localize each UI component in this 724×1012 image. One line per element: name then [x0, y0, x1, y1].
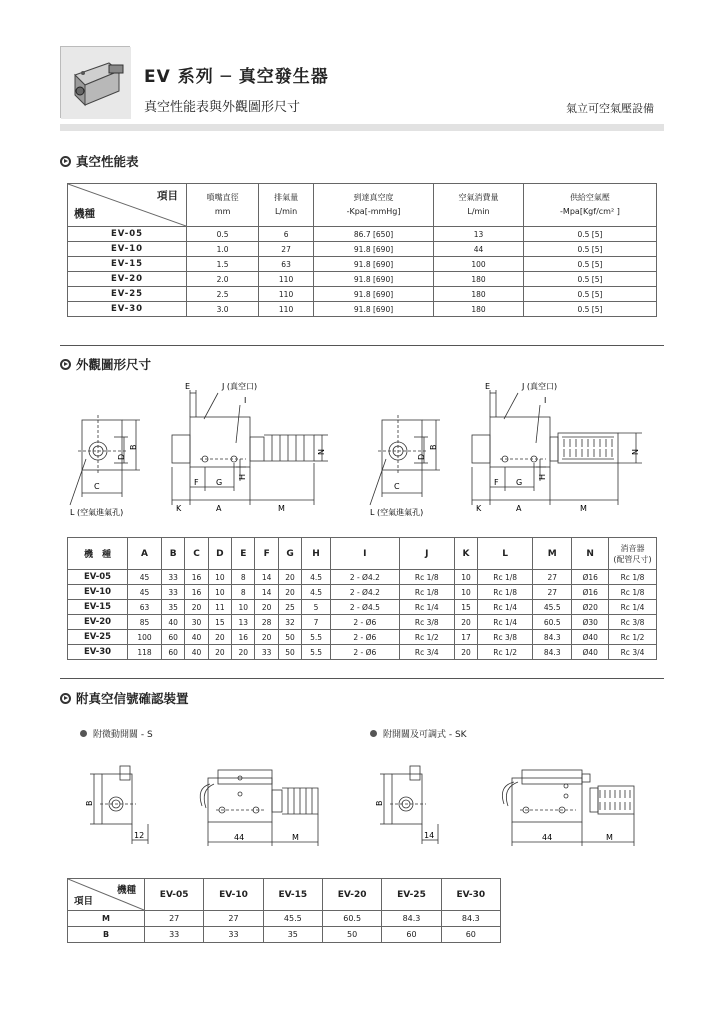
col-header: I	[330, 538, 399, 570]
value-cell: Rc 1/2	[478, 645, 533, 660]
value-cell: 50	[278, 630, 301, 645]
dim-label-b: B	[429, 444, 438, 450]
value-cell: 27	[259, 242, 314, 257]
dim-label-a: A	[216, 504, 222, 513]
value-cell: Rc 1/4	[399, 600, 454, 615]
value-cell: 16	[185, 585, 208, 600]
value-cell: 10	[454, 585, 477, 600]
value-cell: 20	[255, 630, 278, 645]
col-name: 排氣量	[274, 193, 299, 202]
model-cell: EV-20	[68, 272, 187, 287]
col-header: E	[232, 538, 255, 570]
col-header	[523, 184, 656, 227]
value-cell: 91.8 [690]	[313, 272, 433, 287]
dim-label-d: D	[417, 453, 426, 460]
section-divider	[60, 678, 664, 679]
value-cell: 1.5	[187, 257, 259, 272]
section-divider	[60, 345, 664, 346]
value-cell: 91.8 [690]	[313, 287, 433, 302]
value-cell: 27	[204, 911, 263, 927]
dim-label-k: K	[176, 504, 182, 513]
col-unit: L/min	[467, 207, 490, 216]
value-cell: 91.8 [690]	[313, 257, 433, 272]
value-cell: 5.5	[302, 630, 331, 645]
value-cell: 45.5	[263, 911, 322, 927]
value-cell: 4.5	[302, 585, 331, 600]
value-cell: 45	[128, 570, 162, 585]
model-cell: EV-30	[68, 645, 128, 660]
performance-table	[67, 183, 657, 317]
subheading-s	[80, 727, 153, 740]
subheading-sk	[370, 727, 467, 740]
value-cell: Rc 1/4	[478, 600, 533, 615]
model-cell: EV-30	[68, 302, 187, 317]
value-cell: 40	[161, 615, 184, 630]
value-cell: 60.5	[533, 615, 572, 630]
value-cell: 50	[322, 927, 381, 943]
dim-label-h: H	[238, 473, 247, 480]
dim-label-a: A	[516, 504, 522, 513]
value-cell: Rc 3/8	[399, 615, 454, 630]
col-header: F	[255, 538, 278, 570]
value-cell: 2 - Ø4.2	[330, 570, 399, 585]
value-cell: 20	[255, 600, 278, 615]
value-cell: 84.3	[382, 911, 441, 927]
value-cell: 13	[232, 615, 255, 630]
col-unit: L/min	[274, 207, 298, 216]
value-cell: 84.3	[533, 630, 572, 645]
value-cell: 1.0	[187, 242, 259, 257]
sk-dim-width: 14	[424, 831, 435, 840]
bullet-icon	[80, 730, 87, 737]
section-performance-title: 真空性能表	[76, 154, 139, 169]
value-cell: 63	[128, 600, 162, 615]
col-header	[259, 184, 314, 227]
value-cell: 2 - Ø4.2	[330, 585, 399, 600]
value-cell: 15	[208, 615, 231, 630]
value-cell: 110	[259, 287, 314, 302]
value-cell: Rc 1/8	[399, 585, 454, 600]
bullet-arrow-icon	[60, 156, 71, 167]
value-cell: 8	[232, 585, 255, 600]
dim-label-b: B	[129, 444, 138, 450]
model-cell: EV-05	[68, 570, 128, 585]
value-cell: 2.5	[187, 287, 259, 302]
col-header: EV-20	[322, 879, 381, 911]
dimension-drawing-silencer	[360, 375, 660, 520]
value-cell: 28	[255, 615, 278, 630]
page-subtitle: 真空性能表與外觀圖形尺寸	[144, 100, 301, 115]
value-cell: 84.3	[441, 911, 500, 927]
sk-dim-b: B	[375, 800, 384, 806]
table-row	[68, 600, 657, 615]
dim-label-n: N	[631, 449, 640, 455]
value-cell: 33	[255, 645, 278, 660]
value-cell: 10	[232, 600, 255, 615]
corner-cell	[68, 879, 145, 911]
value-cell: 20	[454, 645, 477, 660]
value-cell: Rc 1/8	[478, 570, 533, 585]
value-cell: 0.5 [5]	[523, 242, 656, 257]
value-cell: 40	[185, 645, 208, 660]
value-cell: 25	[278, 600, 301, 615]
table-row	[68, 227, 657, 242]
value-cell: Rc 3/8	[478, 630, 533, 645]
value-cell: 60.5	[322, 911, 381, 927]
corner-cell	[68, 184, 187, 227]
model-cell: EV-20	[68, 615, 128, 630]
section-confirm-title: 附真空信號確認裝置	[76, 691, 189, 706]
s-dim-m: M	[292, 833, 299, 842]
dim-label-i: I	[544, 396, 547, 405]
dim-label-k: K	[476, 504, 482, 513]
value-cell: 20	[208, 645, 231, 660]
model-cell: EV-25	[68, 630, 128, 645]
mb-table	[67, 878, 501, 943]
value-cell: 0.5 [5]	[523, 302, 656, 317]
s-dim-b: B	[85, 800, 94, 806]
value-cell: 13	[434, 227, 524, 242]
value-cell: 118	[128, 645, 162, 660]
value-cell: Rc 3/8	[609, 615, 657, 630]
col-header: EV-25	[382, 879, 441, 911]
value-cell: 20	[185, 600, 208, 615]
value-cell: 60	[382, 927, 441, 943]
value-cell: 2 - Ø6	[330, 645, 399, 660]
value-cell: Ø16	[572, 585, 609, 600]
col-header: D	[208, 538, 231, 570]
table-row	[68, 272, 657, 287]
value-cell: 0.5 [5]	[523, 272, 656, 287]
col-header: N	[572, 538, 609, 570]
value-cell: 2 - Ø6	[330, 615, 399, 630]
col-header	[187, 184, 259, 227]
corner-bottom-label: 機種	[74, 208, 95, 220]
value-cell: 110	[259, 272, 314, 287]
table-row	[68, 302, 657, 317]
col-header: 機 種	[68, 538, 128, 570]
value-cell: 35	[161, 600, 184, 615]
value-cell: 20	[208, 630, 231, 645]
value-cell: 45	[128, 585, 162, 600]
sk-dim-length: 44	[542, 833, 553, 842]
table-row	[68, 927, 501, 943]
value-cell: Ø20	[572, 600, 609, 615]
value-cell: 33	[145, 927, 204, 943]
col-header	[313, 184, 433, 227]
table-row	[68, 570, 657, 585]
section-confirm-heading	[60, 689, 189, 707]
table-row	[68, 630, 657, 645]
bullet-arrow-icon	[60, 359, 71, 370]
value-cell: 60	[441, 927, 500, 943]
company-name: 氣立可空氣壓設備	[566, 102, 654, 115]
col-header-silencer	[609, 538, 657, 570]
value-cell: Rc 1/2	[609, 630, 657, 645]
col-unit: mm	[214, 207, 231, 216]
subheading-sk-label: 附開關及可調式 - SK	[383, 730, 467, 740]
value-cell: Ø16	[572, 570, 609, 585]
dim-label-f: F	[494, 478, 499, 487]
table-row	[68, 615, 657, 630]
value-cell: 180	[434, 287, 524, 302]
col-name: 空氣消費量	[458, 193, 499, 202]
corner-top-label: 機種	[116, 885, 136, 896]
sk-dim-m: M	[606, 833, 613, 842]
table-row	[68, 911, 501, 927]
value-cell: 27	[533, 570, 572, 585]
value-cell: 0.5 [5]	[523, 257, 656, 272]
dim-label-d: D	[117, 453, 126, 460]
value-cell: 10	[208, 585, 231, 600]
subheading-s-label: 附微動開關 - S	[93, 730, 153, 740]
value-cell: 16	[232, 630, 255, 645]
row-label: M	[68, 911, 145, 927]
s-dim-length: 44	[234, 833, 245, 842]
corner-bottom-label: 項目	[74, 896, 94, 907]
dim-label-m: M	[580, 504, 587, 513]
dim-label-m: M	[278, 504, 285, 513]
value-cell: 20	[454, 615, 477, 630]
value-cell: 30	[185, 615, 208, 630]
value-cell: 15	[454, 600, 477, 615]
value-cell: Rc 1/2	[399, 630, 454, 645]
bullet-arrow-icon	[60, 693, 71, 704]
value-cell: 10	[208, 570, 231, 585]
value-cell: 14	[255, 570, 278, 585]
dim-label-h: H	[538, 473, 547, 480]
value-cell: 10	[454, 570, 477, 585]
col-header: K	[454, 538, 477, 570]
col-header: EV-15	[263, 879, 322, 911]
col-name: 供給空氣壓	[569, 193, 610, 202]
value-cell: 6	[259, 227, 314, 242]
value-cell: 35	[263, 927, 322, 943]
product-thumbnail	[60, 46, 130, 118]
col-header: EV-10	[204, 879, 263, 911]
model-cell: EV-10	[68, 242, 187, 257]
value-cell: 5.5	[302, 645, 331, 660]
table-row	[68, 645, 657, 660]
value-cell: 180	[434, 272, 524, 287]
value-cell: 44	[434, 242, 524, 257]
dim-label-c: C	[394, 482, 400, 491]
drawing-with-switch-sk	[370, 760, 660, 850]
table-row	[68, 242, 657, 257]
section-performance-heading	[60, 152, 139, 170]
value-cell: Ø30	[572, 615, 609, 630]
value-cell: Rc 1/8	[478, 585, 533, 600]
value-cell: 27	[145, 911, 204, 927]
model-cell: EV-15	[68, 600, 128, 615]
value-cell: 8	[232, 570, 255, 585]
corner-top-label: 項目	[157, 190, 178, 202]
col-header: B	[161, 538, 184, 570]
dim-label-j: J (真空口)	[522, 382, 558, 391]
table-row	[68, 257, 657, 272]
dim-label-l: L (空氣進氣孔)	[370, 508, 424, 517]
value-cell: Rc 3/4	[609, 645, 657, 660]
value-cell: Rc 1/4	[478, 615, 533, 630]
silencer-sub: (配管尺寸)	[613, 554, 652, 564]
dim-label-l: L (空氣進氣孔)	[70, 508, 124, 517]
col-header: G	[278, 538, 301, 570]
value-cell: 60	[161, 630, 184, 645]
value-cell: 14	[255, 585, 278, 600]
drawing-with-switch-s	[80, 760, 340, 850]
value-cell: 0.5	[187, 227, 259, 242]
value-cell: Rc 1/8	[399, 570, 454, 585]
dim-label-g: G	[216, 478, 223, 487]
col-header: EV-30	[441, 879, 500, 911]
value-cell: 2 - Ø4.5	[330, 600, 399, 615]
value-cell: 11	[208, 600, 231, 615]
value-cell: 85	[128, 615, 162, 630]
dim-label-j: J (真空口)	[222, 382, 258, 391]
value-cell: Ø40	[572, 630, 609, 645]
value-cell: 16	[185, 570, 208, 585]
dimensions-table	[67, 537, 657, 660]
page-title: EV 系列 ─ 真空發生器	[144, 67, 329, 87]
value-cell: 3.0	[187, 302, 259, 317]
value-cell: Rc 1/8	[609, 570, 657, 585]
row-label: B	[68, 927, 145, 943]
value-cell: 180	[434, 302, 524, 317]
value-cell: 0.5 [5]	[523, 287, 656, 302]
col-name: 到達真空度	[353, 193, 394, 202]
model-cell: EV-25	[68, 287, 187, 302]
value-cell: 27	[533, 585, 572, 600]
header-divider	[60, 124, 664, 131]
value-cell: 17	[454, 630, 477, 645]
dim-label-c: C	[94, 482, 100, 491]
value-cell: 2 - Ø6	[330, 630, 399, 645]
value-cell: 20	[232, 645, 255, 660]
dim-label-f: F	[194, 478, 199, 487]
model-cell: EV-15	[68, 257, 187, 272]
s-dim-width: 12	[134, 831, 145, 840]
value-cell: 84.3	[533, 645, 572, 660]
dimension-drawing-standard	[60, 375, 350, 520]
table-row	[68, 585, 657, 600]
col-header	[434, 184, 524, 227]
col-header: H	[302, 538, 331, 570]
dim-label-g: G	[516, 478, 523, 487]
section-dimensions-title: 外觀圖形尺寸	[76, 357, 152, 372]
col-header: C	[185, 538, 208, 570]
value-cell: 40	[185, 630, 208, 645]
col-header: EV-05	[145, 879, 204, 911]
value-cell: 33	[204, 927, 263, 943]
value-cell: 100	[128, 630, 162, 645]
value-cell: 100	[434, 257, 524, 272]
section-dimensions-heading	[60, 355, 151, 373]
value-cell: Rc 3/4	[399, 645, 454, 660]
value-cell: Rc 1/4	[609, 600, 657, 615]
value-cell: 33	[161, 585, 184, 600]
table-row	[68, 287, 657, 302]
value-cell: 0.5 [5]	[523, 227, 656, 242]
value-cell: 20	[278, 570, 301, 585]
value-cell: 50	[278, 645, 301, 660]
value-cell: 60	[161, 645, 184, 660]
value-cell: 63	[259, 257, 314, 272]
col-name: 噴嘴直徑	[206, 193, 239, 202]
col-unit: -Kpa[-mmHg]	[346, 207, 401, 216]
value-cell: 110	[259, 302, 314, 317]
value-cell: 7	[302, 615, 331, 630]
model-cell: EV-10	[68, 585, 128, 600]
dim-label-i: I	[244, 396, 247, 405]
dim-label-e: E	[185, 382, 191, 391]
value-cell: Rc 1/8	[609, 585, 657, 600]
value-cell: 32	[278, 615, 301, 630]
value-cell: 5	[302, 600, 331, 615]
value-cell: 45.5	[533, 600, 572, 615]
bullet-icon	[370, 730, 377, 737]
col-header: A	[128, 538, 162, 570]
value-cell: 2.0	[187, 272, 259, 287]
value-cell: 33	[161, 570, 184, 585]
silencer-label: 消音器	[620, 543, 645, 553]
vacuum-generator-icon	[61, 47, 131, 119]
value-cell: 91.8 [690]	[313, 302, 433, 317]
value-cell: 86.7 [650]	[313, 227, 433, 242]
value-cell: 91.8 [690]	[313, 242, 433, 257]
dim-label-n: N	[317, 449, 326, 455]
col-header: M	[533, 538, 572, 570]
value-cell: 4.5	[302, 570, 331, 585]
col-header: L	[478, 538, 533, 570]
model-cell: EV-05	[68, 227, 187, 242]
value-cell: Ø40	[572, 645, 609, 660]
col-header: J	[399, 538, 454, 570]
dim-label-e: E	[485, 382, 491, 391]
value-cell: 20	[278, 585, 301, 600]
col-unit: -Mpa[Kgf/cm² ]	[560, 207, 620, 216]
